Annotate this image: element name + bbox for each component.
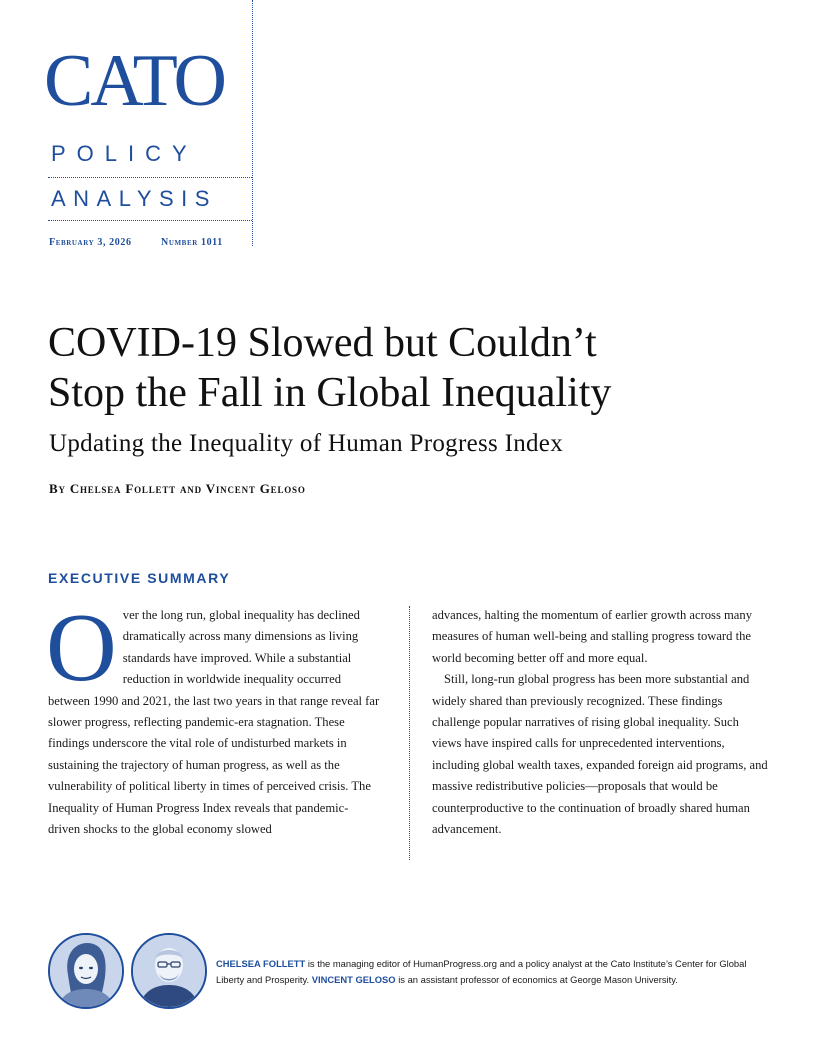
- summary-paragraph-2: Still, long-run global progress has been more substantial and widely shared than previously recognized. These findings challenge popular narratives of rising global inequality. Such views have inspired calls for unprecedented interventions, including global wealth taxes, expanded foreign aid programs, and massive redistributive policies—proposals that would be counterproductive to the continuation of broadly shared human advancement.: [432, 672, 768, 837]
- author-photo-vincent-geloso: [131, 933, 207, 1009]
- author-bio-1: is the managing editor of HumanProgress.org and a policy analyst at the Cato Institute’s Center for Global Liberty and Prosperity.: [216, 958, 747, 985]
- drop-cap: O: [46, 594, 117, 702]
- masthead-policy: POLICY: [51, 141, 198, 166]
- title-line-1: COVID-19 Slowed but Couldn’t: [48, 320, 597, 366]
- publication-number: Number 1011: [161, 237, 223, 248]
- summary-column-right: [432, 605, 770, 840]
- masthead-vertical-rule: [252, 0, 253, 246]
- cato-logo: CATO: [44, 40, 224, 122]
- byline: By Chelsea Follett and Vincent Geloso: [49, 481, 306, 496]
- executive-summary-heading: EXECUTIVE SUMMARY: [48, 570, 231, 586]
- person-icon: [50, 935, 122, 1007]
- masthead-rule-bottom: [48, 220, 252, 221]
- summary-column-left: [46, 594, 380, 840]
- summary-left-text: ver the long run, global inequality has declined dramatically across many dimensions as living standards have improved. While a substantial reduction in worldwide inequality occurred between 1990 and 2021, the last two years in that range reveal far slower progress, reflecting pandemic-era stagnation. These findings underscore the vital role of undisturbed markets in sustaining the trajectory of human progress, as well as the vulnerability of political liberty in times of perceived crisis. The Inequality of Human Progress Index reveals that pandemic-driven shocks to the global economy slowed: [48, 608, 380, 837]
- page-subtitle: Updating the Inequality of Human Progress Index: [49, 430, 563, 457]
- column-divider: [409, 606, 410, 860]
- person-icon: [133, 935, 205, 1007]
- author-bios: [216, 956, 768, 988]
- masthead-rule-top: [48, 177, 252, 178]
- author-name-2: VINCENT GELOSO: [311, 974, 396, 985]
- summary-paragraph-1-continued: advances, halting the momentum of earlier growth across many measures of human well-being and stalling progress toward the world becoming better off and more equal.: [432, 608, 752, 665]
- author-name-1: CHELSEA FOLLETT: [216, 958, 306, 969]
- publication-date: February 3, 2026: [49, 237, 132, 248]
- author-bio-2: is an assistant professor of economics at George Mason University.: [395, 974, 678, 985]
- page-title: [48, 318, 768, 418]
- masthead-analysis: ANALYSIS: [51, 186, 217, 211]
- title-line-2: Stop the Fall in Global Inequality: [48, 370, 612, 416]
- author-photo-chelsea-follett: [48, 933, 124, 1009]
